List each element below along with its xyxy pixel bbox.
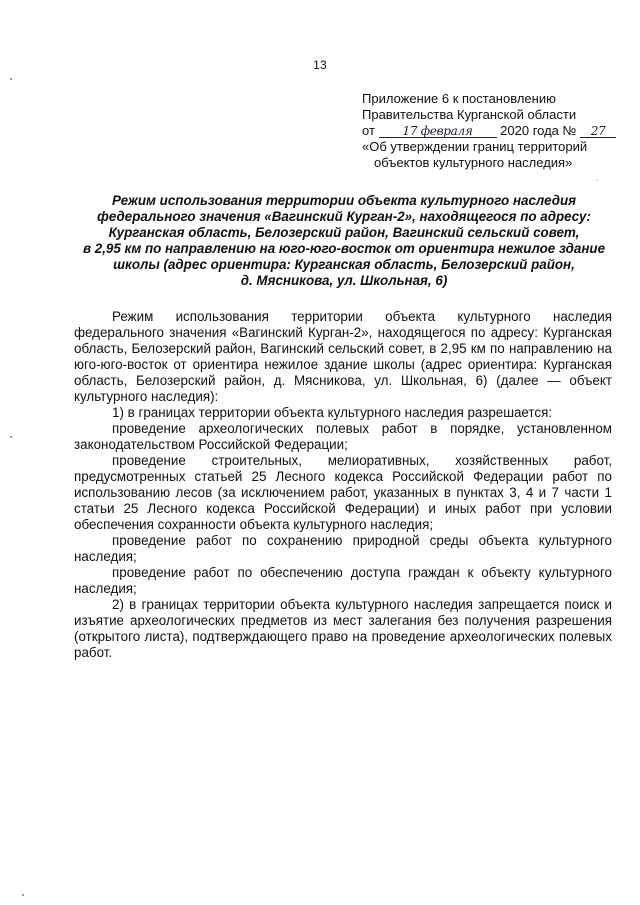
appendix-header (362, 91, 622, 171)
appendix-date-line (362, 123, 622, 139)
from-label: от (362, 123, 375, 138)
document-title (60, 193, 628, 289)
body-paragraph: проведение работ по обеспечению доступа граждан к объекту культурного наследия; (74, 565, 612, 596)
handwritten-number-text: 27 (590, 124, 606, 138)
appendix-line-2: Правительства Курганской области (362, 107, 577, 122)
handwritten-number (580, 123, 616, 138)
appendix-line-4: «Об утверждении границ территорий (362, 139, 588, 154)
title-line: федерального значения «Вагинский Курган-2», находящегося по адресу: (97, 209, 591, 224)
body-paragraph: Режим использования территории объекта культурного наследия федерального значения «Вагинский Курган-2», находящегося по адресу: Курганская область, Белозерский район, Вагинский сельский совет, в 2,95 км по направлению на юго-юго-восток от ориентира нежилое здание школы (адрес ориентира: Курганская область, Белозерский район, д. Мясникова, ул. Школьная, 6) (далее — объект культурного наследия): (74, 309, 612, 404)
title-line: в 2,95 км по направлению на юго-юго-восток от ориентира нежилое здание (82, 241, 606, 256)
title-line: Курганская область, Белозерский район, Вагинский сельский совет, (108, 225, 580, 240)
scan-speck (10, 78, 12, 80)
document-body (74, 309, 612, 661)
body-paragraph: проведение археологических полевых работ в порядке, установленном законодательством Российской Федерации; (74, 421, 612, 452)
appendix-line-1: Приложение 6 к постановлению (362, 91, 556, 106)
page-number: 13 (313, 58, 327, 72)
scan-speck (22, 894, 24, 896)
title-line: Режим использования территории объекта культурного наследия (111, 193, 577, 208)
body-paragraph: проведение строительных, мелиоративных, хозяйственных работ, предусмотренных статьей 25 Лесного кодекса Российской Федерации работ по использованию лесов (за исключением работ, указанных в пунктах 3, 4 и 7 части 1 статьи 25 Лесного кодекса Российской Федерации) и иных работ при условии обеспечения сохранности объекта культурного наследия; (74, 453, 612, 532)
title-line: школы (адрес ориентира: Курганская область, Белозерский район, (113, 257, 575, 272)
appendix-line-5: объектов культурного наследия» (374, 155, 573, 170)
body-paragraph: 1) в границах территории объекта культурного наследия разрешается: (112, 405, 553, 420)
title-line: д. Мясникова, ул. Школьная, 6) (240, 273, 448, 288)
scan-speck (597, 180, 598, 181)
scan-speck (10, 436, 12, 438)
handwritten-date (379, 123, 497, 138)
year-text: 2020 года № (500, 123, 577, 138)
body-paragraph: 2) в границах территории объекта культурного наследия запрещается поиск и изъятие археологических предметов из мест залегания без получения разрешения (открытого листа), подтверждающего право на проведение археологических полевых работ. (74, 597, 612, 660)
body-paragraph: проведение работ по сохранению природной среды объекта культурного наследия; (74, 533, 612, 564)
handwritten-date-text: 17 февраля (402, 124, 473, 138)
